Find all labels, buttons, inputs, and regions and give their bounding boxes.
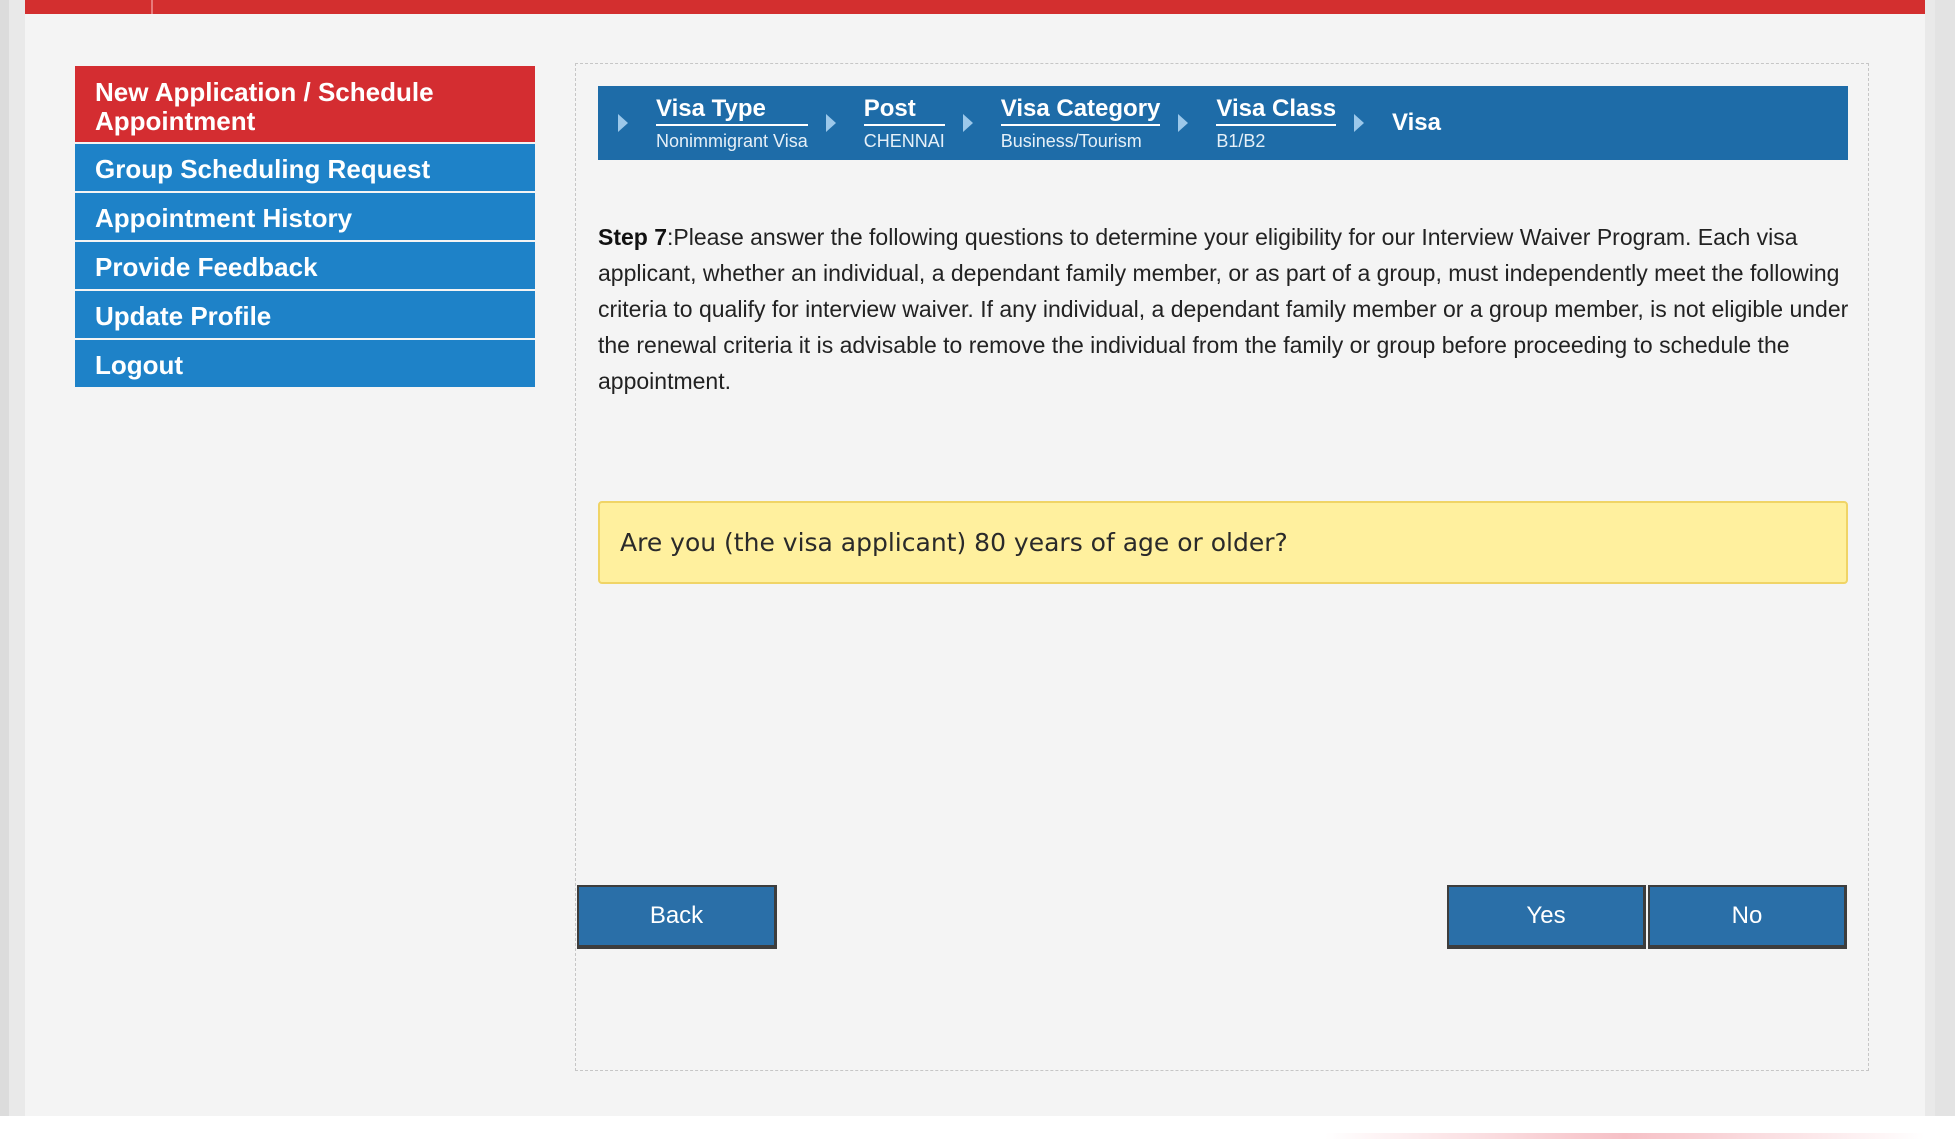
sidebar-item-group-scheduling[interactable]: Group Scheduling Request	[75, 144, 535, 193]
yes-button[interactable]: Yes	[1447, 885, 1646, 949]
breadcrumb-item-visa	[1392, 109, 1441, 138]
step-description: :Please answer the following questions to determine your eligibility for our Interview Waiver Program. Each visa applicant, whether an individual, a dependant family member, or as part of a group, must independently meet the following criteria to qualify for interview waiver. If any individual, a dependant family member or a group member, is not eligible under the renewal criteria it is advisable to remove the individual from the family or group before proceeding to schedule the appointment.	[598, 224, 1849, 394]
sidebar-item-update-profile[interactable]: Update Profile	[75, 291, 535, 340]
top-header-bar	[25, 0, 1925, 14]
step-label: Step 7	[598, 224, 668, 250]
breadcrumb-title: Visa Type	[656, 95, 808, 126]
breadcrumb-title: Visa	[1392, 108, 1441, 136]
breadcrumb-title: Visa Class	[1216, 95, 1336, 126]
chevron-right-icon	[1178, 114, 1188, 132]
footer-strip	[0, 1116, 1955, 1139]
chevron-right-icon	[1354, 114, 1364, 132]
breadcrumb	[598, 86, 1848, 160]
sidebar-item-logout[interactable]: Logout	[75, 340, 535, 389]
sidebar-item-appointment-history[interactable]: Appointment History	[75, 193, 535, 242]
question-box	[598, 501, 1848, 584]
chevron-right-icon	[826, 114, 836, 132]
breadcrumb-value: Nonimmigrant Visa	[656, 130, 808, 151]
breadcrumb-item-visa-category	[1001, 95, 1161, 152]
chevron-right-icon	[963, 114, 973, 132]
no-button[interactable]: No	[1648, 885, 1847, 949]
sidebar-menu	[75, 66, 535, 389]
breadcrumb-title: Visa Category	[1001, 95, 1161, 126]
chevron-right-icon	[618, 114, 628, 132]
breadcrumb-item-visa-type	[656, 95, 808, 152]
sidebar-item-provide-feedback[interactable]: Provide Feedback	[75, 242, 535, 291]
right-edge	[1935, 0, 1955, 1139]
breadcrumb-item-post	[864, 95, 945, 152]
breadcrumb-item-visa-class	[1216, 95, 1336, 152]
sidebar-item-new-application[interactable]: New Application / Schedule Appointment	[75, 66, 535, 144]
breadcrumb-value: B1/B2	[1216, 130, 1266, 151]
left-edge	[0, 0, 9, 1139]
footer-decoration	[1325, 1133, 1925, 1139]
main-panel	[575, 63, 1869, 1071]
breadcrumb-value: Business/Tourism	[1000, 130, 1142, 151]
header-divider	[151, 0, 153, 14]
question-text: Are you (the visa applicant) 80 years of age or older?	[620, 528, 1288, 557]
back-button[interactable]: Back	[577, 885, 777, 949]
breadcrumb-value: CHENNAI	[863, 130, 945, 151]
breadcrumb-title: Post	[864, 95, 945, 126]
step-instructions	[598, 219, 1853, 399]
